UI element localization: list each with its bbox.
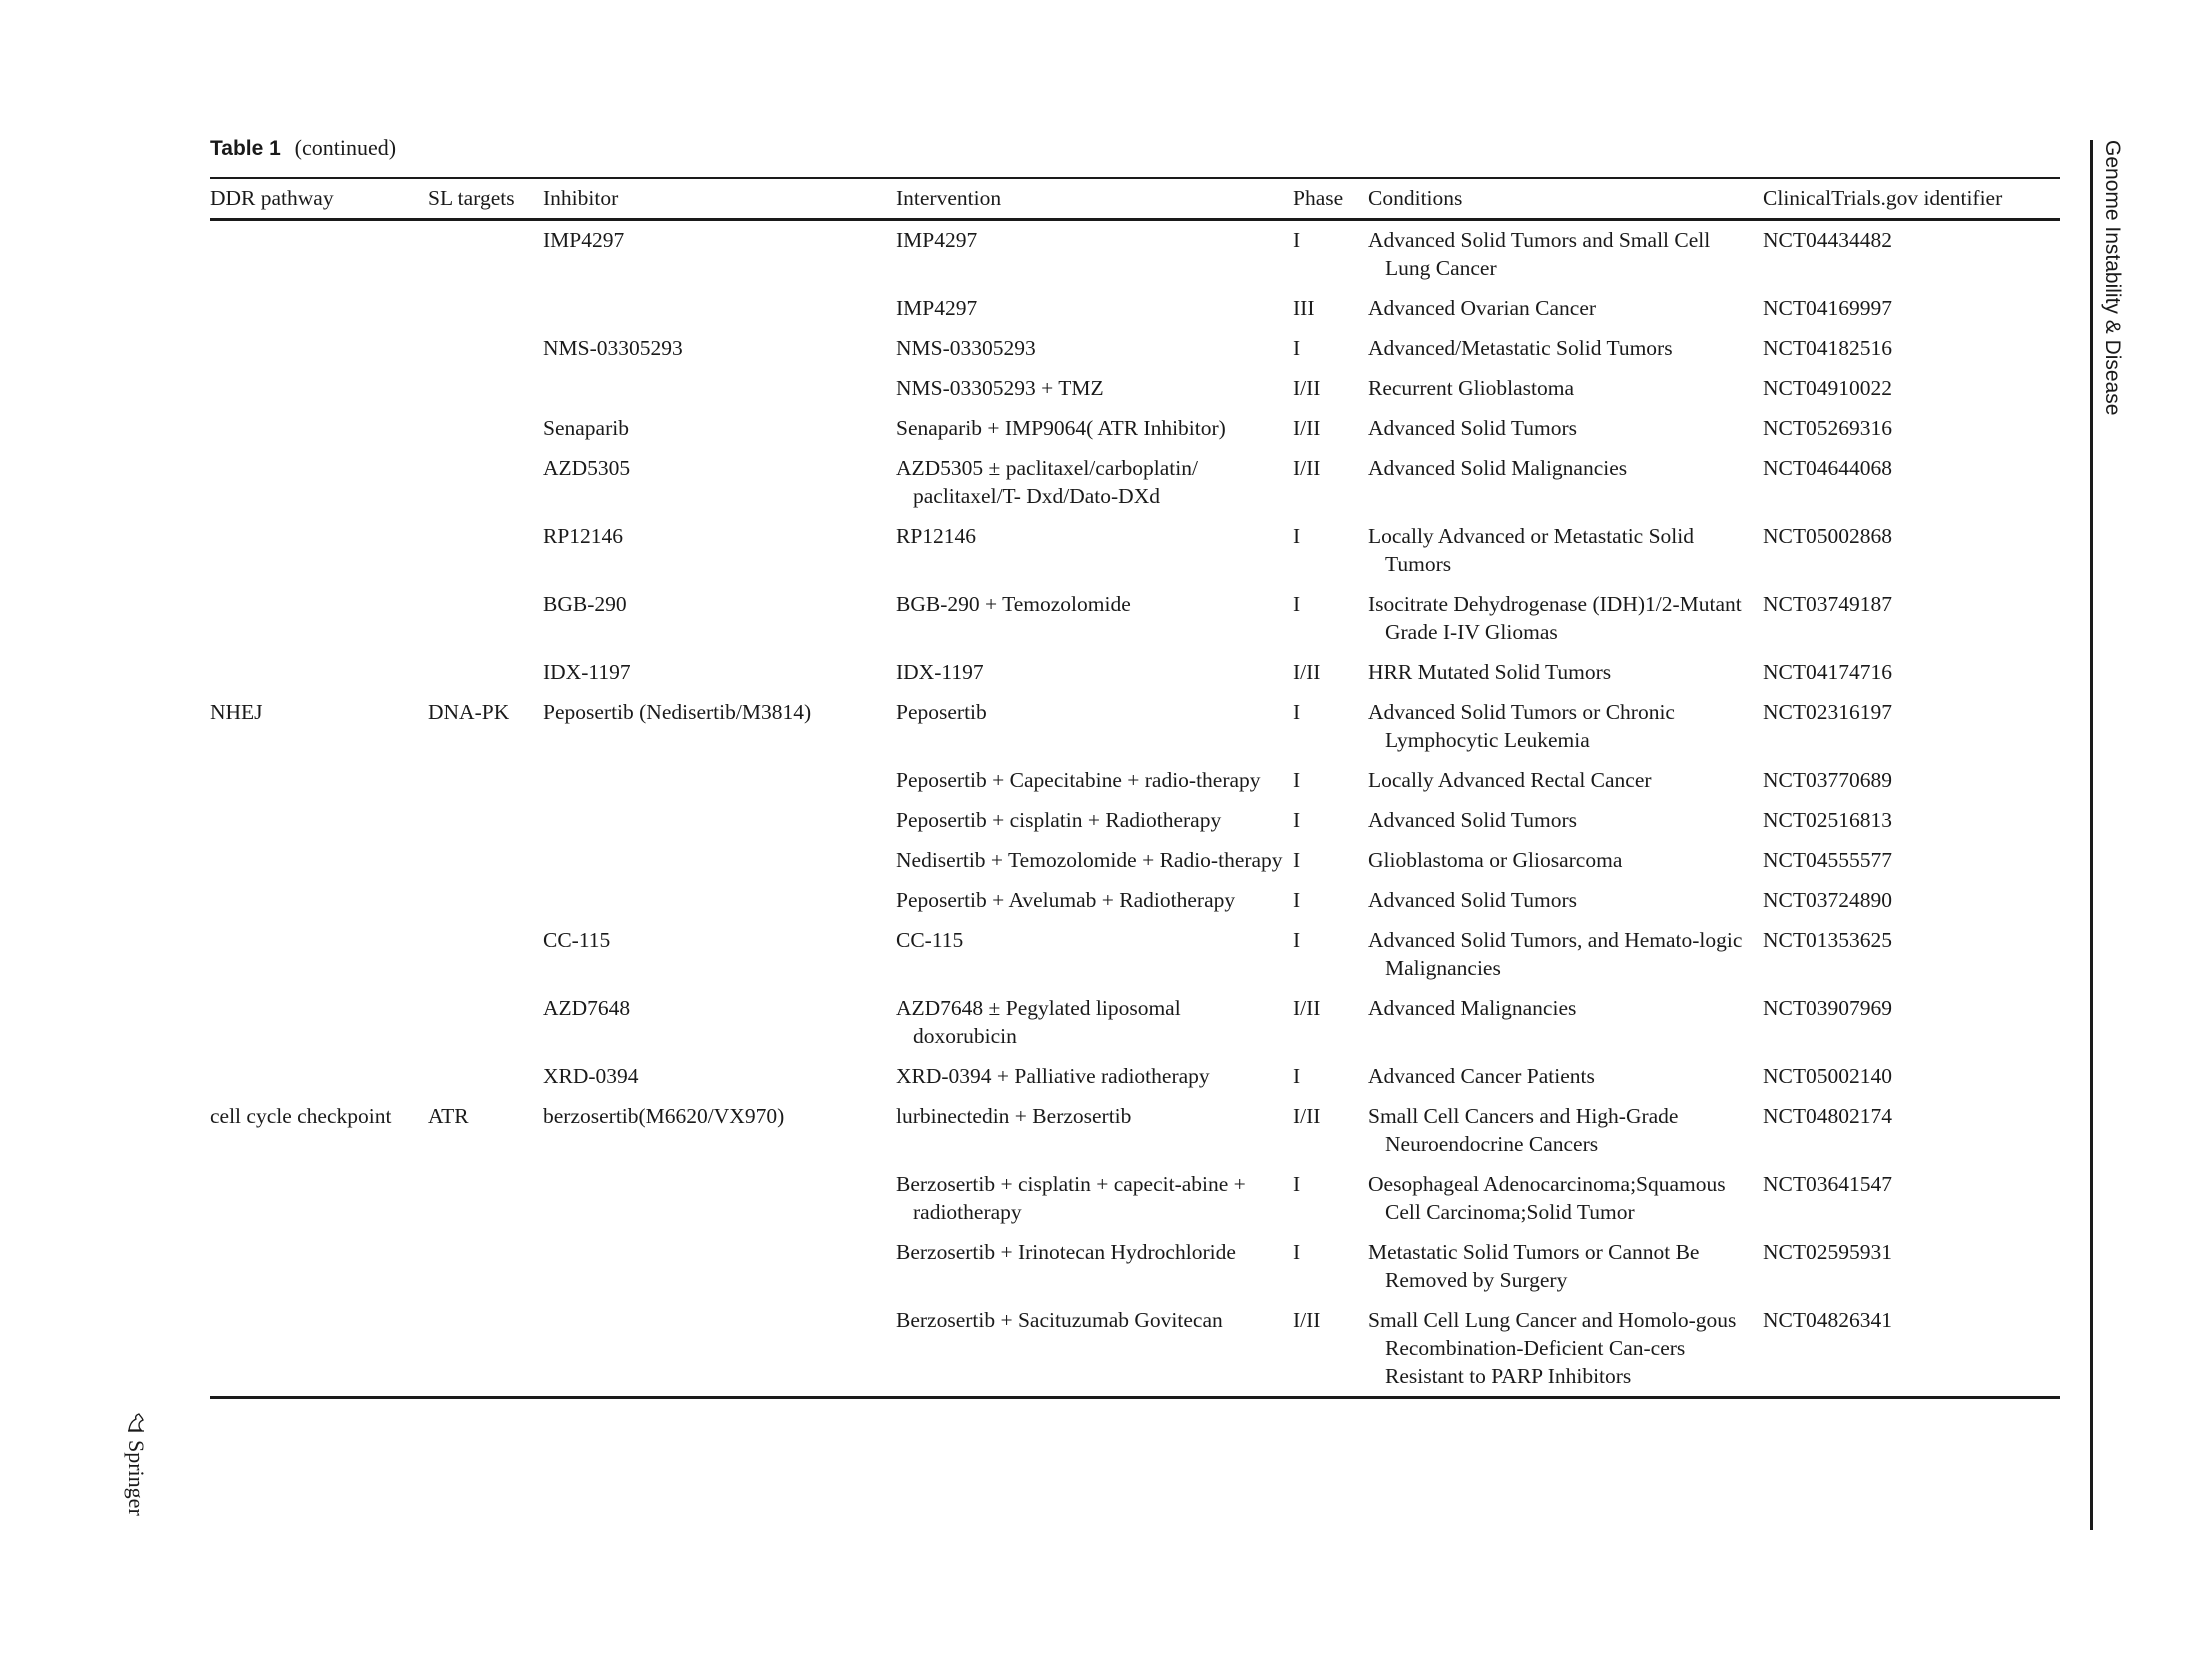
- cell-conditions-text: Small Cell Cancers and High-Grade Neuroendocrine Cancers: [1368, 1104, 1679, 1156]
- table-row: [210, 1097, 2060, 1165]
- cell-conditions: [1368, 653, 1763, 693]
- cell-trial-id: [1763, 220, 2060, 290]
- cell-trial-id-text: NCT04555577: [1763, 848, 1892, 872]
- cell-conditions-text: Recurrent Glioblastoma: [1368, 376, 1574, 400]
- cell-intervention: [896, 1165, 1293, 1233]
- cell-target: [428, 801, 543, 841]
- cell-intervention: [896, 1057, 1293, 1097]
- cell-phase-text: I: [1293, 1172, 1301, 1196]
- cell-conditions: [1368, 1233, 1763, 1301]
- cell-target: [428, 693, 543, 761]
- cell-trial-id: [1763, 409, 2060, 449]
- cell-inhibitor: [543, 220, 896, 290]
- cell-intervention: [896, 329, 1293, 369]
- cell-inhibitor-text: berzosertib(M6620/VX970): [543, 1104, 785, 1128]
- table-row: [210, 289, 2060, 329]
- table-row: [210, 585, 2060, 653]
- cell-conditions: [1368, 409, 1763, 449]
- cell-phase: [1293, 409, 1368, 449]
- cell-inhibitor: [543, 449, 896, 517]
- cell-phase: [1293, 989, 1368, 1057]
- cell-trial-id-text: NCT04182516: [1763, 336, 1892, 360]
- cell-conditions: [1368, 1165, 1763, 1233]
- cell-conditions: [1368, 801, 1763, 841]
- cell-intervention-text: CC-115: [896, 928, 964, 952]
- cell-target: [428, 653, 543, 693]
- cell-intervention-text: IMP4297: [896, 296, 978, 320]
- cell-trial-id: [1763, 585, 2060, 653]
- cell-phase-text: I: [1293, 888, 1301, 912]
- cell-trial-id: [1763, 289, 2060, 329]
- cell-phase-text: I/II: [1293, 376, 1321, 400]
- cell-target: [428, 585, 543, 653]
- col-header: Intervention: [896, 178, 1293, 220]
- table-row: [210, 989, 2060, 1057]
- cell-conditions: [1368, 220, 1763, 290]
- cell-target: [428, 1097, 543, 1165]
- cell-pathway: [210, 1165, 428, 1233]
- cell-conditions: [1368, 881, 1763, 921]
- cell-pathway: [210, 1233, 428, 1301]
- cell-phase: [1293, 881, 1368, 921]
- cell-pathway: [210, 801, 428, 841]
- cell-intervention: [896, 653, 1293, 693]
- col-header: Conditions: [1368, 178, 1763, 220]
- cell-pathway: [210, 653, 428, 693]
- cell-intervention-text: IMP4297: [896, 228, 978, 252]
- table-row: [210, 409, 2060, 449]
- cell-phase-text: I: [1293, 848, 1301, 872]
- cell-phase-text: I: [1293, 228, 1301, 252]
- table-row: [210, 881, 2060, 921]
- cell-inhibitor-text: NMS-03305293: [543, 336, 683, 360]
- cell-conditions-text: HRR Mutated Solid Tumors: [1368, 660, 1612, 684]
- cell-trial-id-text: NCT04174716: [1763, 660, 1892, 684]
- table-row: [210, 1057, 2060, 1097]
- cell-pathway: [210, 1057, 428, 1097]
- publisher-mark: [123, 1410, 149, 1516]
- cell-conditions: [1368, 761, 1763, 801]
- cell-pathway: [210, 921, 428, 989]
- cell-trial-id-text: NCT01353625: [1763, 928, 1892, 952]
- cell-conditions: [1368, 921, 1763, 989]
- cell-inhibitor: [543, 841, 896, 881]
- cell-intervention: [896, 369, 1293, 409]
- cell-phase-text: I: [1293, 1064, 1301, 1088]
- cell-trial-id: [1763, 921, 2060, 989]
- cell-conditions-text: Advanced Solid Tumors, and Hemato-logic Malignancies: [1368, 928, 1743, 980]
- header-row: [210, 178, 2060, 220]
- table-row: [210, 653, 2060, 693]
- cell-inhibitor-text: IDX-1197: [543, 660, 631, 684]
- cell-intervention: [896, 693, 1293, 761]
- cell-conditions-text: Isocitrate Dehydrogenase (IDH)1/2-Mutant Grade I-IV Gliomas: [1368, 592, 1742, 644]
- cell-trial-id: [1763, 517, 2060, 585]
- cell-target: [428, 881, 543, 921]
- cell-intervention-text: BGB-290 + Temozolomide: [896, 592, 1131, 616]
- cell-conditions: [1368, 369, 1763, 409]
- cell-intervention-text: IDX-1197: [896, 660, 984, 684]
- cell-pathway: [210, 693, 428, 761]
- cell-inhibitor: [543, 801, 896, 841]
- cell-trial-id: [1763, 1233, 2060, 1301]
- cell-phase: [1293, 329, 1368, 369]
- cell-target: [428, 841, 543, 881]
- cell-intervention-text: NMS-03305293 + TMZ: [896, 376, 1104, 400]
- cell-phase-text: I: [1293, 336, 1301, 360]
- cell-inhibitor: [543, 289, 896, 329]
- cell-intervention-text: Peposertib + Capecitabine + radio-therapy: [896, 768, 1261, 792]
- cell-inhibitor: [543, 585, 896, 653]
- cell-intervention-text: Berzosertib + Sacituzumab Govitecan: [896, 1308, 1223, 1332]
- cell-pathway: [210, 1301, 428, 1398]
- running-head: Genome Instability & Disease: [2101, 140, 2124, 416]
- cell-target: [428, 989, 543, 1057]
- cell-pathway: [210, 449, 428, 517]
- cell-phase-text: I: [1293, 928, 1301, 952]
- cell-intervention-text: Berzosertib + Irinotecan Hydrochloride: [896, 1240, 1236, 1264]
- cell-inhibitor: [543, 1233, 896, 1301]
- cell-phase-text: III: [1293, 296, 1315, 320]
- cell-trial-id-text: NCT03724890: [1763, 888, 1892, 912]
- cell-intervention-text: AZD7648 ± Pegylated liposomal doxorubicin: [896, 996, 1181, 1048]
- cell-conditions-text: Advanced Solid Tumors: [1368, 888, 1578, 912]
- table-row: [210, 449, 2060, 517]
- cell-intervention: [896, 517, 1293, 585]
- cell-trial-id: [1763, 1057, 2060, 1097]
- cell-intervention-text: Berzosertib + cisplatin + capecit-abine + radiotherapy: [896, 1172, 1246, 1224]
- cell-inhibitor: [543, 409, 896, 449]
- cell-trial-id-text: NCT04169997: [1763, 296, 1892, 320]
- cell-conditions-text: Advanced Ovarian Cancer: [1368, 296, 1597, 320]
- cell-conditions: [1368, 289, 1763, 329]
- cell-trial-id-text: NCT03907969: [1763, 996, 1892, 1020]
- cell-intervention: [896, 1233, 1293, 1301]
- cell-phase-text: I/II: [1293, 1104, 1321, 1128]
- cell-conditions-text: Advanced/Metastatic Solid Tumors: [1368, 336, 1673, 360]
- table-caption: [210, 135, 396, 161]
- cell-intervention: [896, 409, 1293, 449]
- cell-trial-id: [1763, 1165, 2060, 1233]
- cell-intervention: [896, 801, 1293, 841]
- cell-phase-text: I: [1293, 592, 1301, 616]
- cell-target: [428, 220, 543, 290]
- cell-target: [428, 1057, 543, 1097]
- cell-intervention: [896, 220, 1293, 290]
- cell-target: [428, 1233, 543, 1301]
- cell-inhibitor: [543, 921, 896, 989]
- cell-pathway: [210, 220, 428, 290]
- cell-pathway: [210, 1097, 428, 1165]
- cell-phase: [1293, 220, 1368, 290]
- cell-inhibitor: [543, 989, 896, 1057]
- cell-intervention: [896, 921, 1293, 989]
- publisher-name: Springer: [124, 1440, 149, 1516]
- cell-phase: [1293, 761, 1368, 801]
- cell-inhibitor-text: AZD5305: [543, 456, 631, 480]
- cell-conditions-text: Advanced Cancer Patients: [1368, 1064, 1595, 1088]
- cell-conditions: [1368, 585, 1763, 653]
- col-header: ClinicalTrials.gov identifier: [1763, 178, 2060, 220]
- cell-inhibitor: [543, 1057, 896, 1097]
- cell-trial-id-text: NCT05002868: [1763, 524, 1892, 548]
- cell-intervention-text: lurbinectedin + Berzosertib: [896, 1104, 1132, 1128]
- cell-target-text: ATR: [428, 1104, 469, 1128]
- cell-pathway: [210, 289, 428, 329]
- cell-trial-id-text: NCT02516813: [1763, 808, 1892, 832]
- cell-intervention-text: Peposertib: [896, 700, 987, 724]
- cell-trial-id: [1763, 1301, 2060, 1398]
- cell-pathway: [210, 841, 428, 881]
- cell-conditions: [1368, 329, 1763, 369]
- cell-inhibitor: [543, 693, 896, 761]
- cell-inhibitor-text: AZD7648: [543, 996, 631, 1020]
- cell-conditions-text: Small Cell Lung Cancer and Homolo-gous Recombination-Deficient Can-cers Resistant to PARP Inhibitors: [1368, 1308, 1737, 1388]
- cell-intervention: [896, 881, 1293, 921]
- cell-trial-id: [1763, 653, 2060, 693]
- cell-conditions-text: Advanced Solid Tumors: [1368, 808, 1578, 832]
- cell-target: [428, 449, 543, 517]
- cell-phase-text: I/II: [1293, 456, 1321, 480]
- cell-intervention: [896, 449, 1293, 517]
- cell-pathway: [210, 585, 428, 653]
- cell-trial-id: [1763, 761, 2060, 801]
- cell-conditions-text: Advanced Solid Tumors or Chronic Lymphocytic Leukemia: [1368, 700, 1675, 752]
- cell-phase-text: I: [1293, 808, 1301, 832]
- cell-inhibitor: [543, 761, 896, 801]
- cell-pathway: [210, 881, 428, 921]
- cell-phase: [1293, 369, 1368, 409]
- table-body: [210, 220, 2060, 1398]
- cell-trial-id-text: NCT02595931: [1763, 1240, 1892, 1264]
- cell-phase: [1293, 693, 1368, 761]
- col-header: Inhibitor: [543, 178, 896, 220]
- cell-inhibitor-text: Peposertib (Nedisertib/M3814): [543, 700, 812, 724]
- cell-inhibitor-text: XRD-0394: [543, 1064, 639, 1088]
- cell-target: [428, 1165, 543, 1233]
- cell-intervention-text: Peposertib + Avelumab + Radiotherapy: [896, 888, 1236, 912]
- cell-trial-id: [1763, 841, 2060, 881]
- cell-intervention-text: AZD5305 ± paclitaxel/carboplatin/ paclitaxel/T- Dxd/Dato-DXd: [896, 456, 1198, 508]
- cell-conditions: [1368, 1057, 1763, 1097]
- table-row: [210, 220, 2060, 290]
- cell-phase: [1293, 1233, 1368, 1301]
- table-continued: (continued): [294, 135, 397, 160]
- cell-target: [428, 409, 543, 449]
- cell-trial-id: [1763, 329, 2060, 369]
- cell-conditions: [1368, 989, 1763, 1057]
- cell-inhibitor-text: Senaparib: [543, 416, 629, 440]
- springer-horse-icon: [124, 1410, 148, 1434]
- cell-conditions-text: Locally Advanced Rectal Cancer: [1368, 768, 1652, 792]
- cell-inhibitor: [543, 881, 896, 921]
- cell-conditions: [1368, 449, 1763, 517]
- cell-inhibitor-text: BGB-290: [543, 592, 627, 616]
- cell-phase: [1293, 1165, 1368, 1233]
- cell-trial-id-text: NCT04434482: [1763, 228, 1892, 252]
- cell-conditions: [1368, 841, 1763, 881]
- cell-conditions: [1368, 1097, 1763, 1165]
- col-header: DDR pathway: [210, 178, 428, 220]
- cell-target: [428, 289, 543, 329]
- cell-phase: [1293, 841, 1368, 881]
- cell-trial-id-text: NCT04802174: [1763, 1104, 1892, 1128]
- cell-trial-id: [1763, 369, 2060, 409]
- cell-pathway-text: NHEJ: [210, 700, 263, 724]
- cell-pathway-text: cell cycle checkpoint: [210, 1104, 392, 1128]
- table-row: [210, 1301, 2060, 1398]
- table-row: [210, 761, 2060, 801]
- cell-trial-id-text: NCT05269316: [1763, 416, 1892, 440]
- cell-conditions-text: Locally Advanced or Metastatic Solid Tumors: [1368, 524, 1694, 576]
- cell-intervention: [896, 585, 1293, 653]
- cell-phase-text: I/II: [1293, 416, 1321, 440]
- cell-intervention: [896, 841, 1293, 881]
- table-row: [210, 1233, 2060, 1301]
- cell-trial-id: [1763, 801, 2060, 841]
- side-rule: [2090, 140, 2093, 1530]
- cell-inhibitor: [543, 653, 896, 693]
- cell-phase: [1293, 289, 1368, 329]
- cell-trial-id: [1763, 881, 2060, 921]
- table-row: [210, 329, 2060, 369]
- trials-table-wrap: [210, 177, 2060, 1399]
- cell-pathway: [210, 761, 428, 801]
- cell-pathway: [210, 369, 428, 409]
- cell-phase: [1293, 921, 1368, 989]
- cell-inhibitor: [543, 369, 896, 409]
- cell-pathway: [210, 517, 428, 585]
- cell-inhibitor-text: CC-115: [543, 928, 611, 952]
- cell-conditions-text: Advanced Solid Tumors: [1368, 416, 1578, 440]
- cell-phase: [1293, 517, 1368, 585]
- trials-table: [210, 177, 2060, 1399]
- cell-conditions: [1368, 517, 1763, 585]
- cell-conditions-text: Advanced Solid Tumors and Small Cell Lung Cancer: [1368, 228, 1711, 280]
- cell-trial-id: [1763, 989, 2060, 1057]
- cell-phase-text: I/II: [1293, 1308, 1321, 1332]
- cell-target: [428, 1301, 543, 1398]
- cell-inhibitor: [543, 1097, 896, 1165]
- cell-phase: [1293, 585, 1368, 653]
- cell-phase: [1293, 1097, 1368, 1165]
- cell-phase: [1293, 801, 1368, 841]
- col-header: Phase: [1293, 178, 1368, 220]
- cell-intervention-text: Nedisertib + Temozolomide + Radio-therapy: [896, 848, 1283, 872]
- cell-intervention-text: NMS-03305293: [896, 336, 1036, 360]
- cell-inhibitor-text: RP12146: [543, 524, 624, 548]
- cell-target: [428, 329, 543, 369]
- table-row: [210, 369, 2060, 409]
- cell-trial-id-text: NCT04910022: [1763, 376, 1892, 400]
- cell-trial-id-text: NCT05002140: [1763, 1064, 1892, 1088]
- table-row: [210, 921, 2060, 989]
- cell-phase-text: I: [1293, 524, 1301, 548]
- cell-trial-id-text: NCT02316197: [1763, 700, 1892, 724]
- cell-conditions-text: Metastatic Solid Tumors or Cannot Be Removed by Surgery: [1368, 1240, 1700, 1292]
- cell-phase-text: I: [1293, 1240, 1301, 1264]
- cell-conditions-text: Oesophageal Adenocarcinoma;Squamous Cell Carcinoma;Solid Tumor: [1368, 1172, 1726, 1224]
- cell-phase-text: I/II: [1293, 660, 1321, 684]
- cell-inhibitor: [543, 517, 896, 585]
- cell-conditions-text: Advanced Solid Malignancies: [1368, 456, 1628, 480]
- cell-target: [428, 369, 543, 409]
- cell-target: [428, 921, 543, 989]
- table-label: Table 1: [210, 137, 281, 160]
- cell-trial-id: [1763, 1097, 2060, 1165]
- cell-conditions-text: Advanced Malignancies: [1368, 996, 1577, 1020]
- cell-trial-id-text: NCT03770689: [1763, 768, 1892, 792]
- cell-phase-text: I/II: [1293, 996, 1321, 1020]
- cell-conditions: [1368, 1301, 1763, 1398]
- cell-pathway: [210, 329, 428, 369]
- cell-phase: [1293, 1301, 1368, 1398]
- table-row: [210, 693, 2060, 761]
- table-row: [210, 517, 2060, 585]
- cell-intervention: [896, 1097, 1293, 1165]
- cell-inhibitor: [543, 1165, 896, 1233]
- cell-intervention: [896, 989, 1293, 1057]
- table-row: [210, 801, 2060, 841]
- cell-phase-text: I: [1293, 768, 1301, 792]
- cell-phase-text: I: [1293, 700, 1301, 724]
- cell-target: [428, 761, 543, 801]
- cell-intervention: [896, 289, 1293, 329]
- cell-conditions-text: Glioblastoma or Gliosarcoma: [1368, 848, 1623, 872]
- cell-trial-id-text: NCT04826341: [1763, 1308, 1892, 1332]
- cell-trial-id: [1763, 449, 2060, 517]
- cell-inhibitor: [543, 329, 896, 369]
- cell-inhibitor-text: IMP4297: [543, 228, 625, 252]
- cell-trial-id: [1763, 693, 2060, 761]
- cell-trial-id-text: NCT03749187: [1763, 592, 1892, 616]
- col-header: SL targets: [428, 178, 543, 220]
- cell-pathway: [210, 989, 428, 1057]
- cell-trial-id-text: NCT03641547: [1763, 1172, 1892, 1196]
- cell-phase: [1293, 1057, 1368, 1097]
- cell-intervention: [896, 761, 1293, 801]
- cell-inhibitor: [543, 1301, 896, 1398]
- cell-pathway: [210, 409, 428, 449]
- cell-intervention-text: Peposertib + cisplatin + Radiotherapy: [896, 808, 1222, 832]
- cell-target-text: DNA-PK: [428, 700, 510, 724]
- cell-conditions: [1368, 693, 1763, 761]
- cell-intervention-text: XRD-0394 + Palliative radiotherapy: [896, 1064, 1210, 1088]
- cell-target: [428, 517, 543, 585]
- cell-intervention-text: Senaparib + IMP9064( ATR Inhibitor): [896, 416, 1226, 440]
- cell-intervention-text: RP12146: [896, 524, 977, 548]
- table-row: [210, 1165, 2060, 1233]
- cell-phase: [1293, 653, 1368, 693]
- cell-phase: [1293, 449, 1368, 517]
- cell-trial-id-text: NCT04644068: [1763, 456, 1892, 480]
- cell-intervention: [896, 1301, 1293, 1398]
- table-row: [210, 841, 2060, 881]
